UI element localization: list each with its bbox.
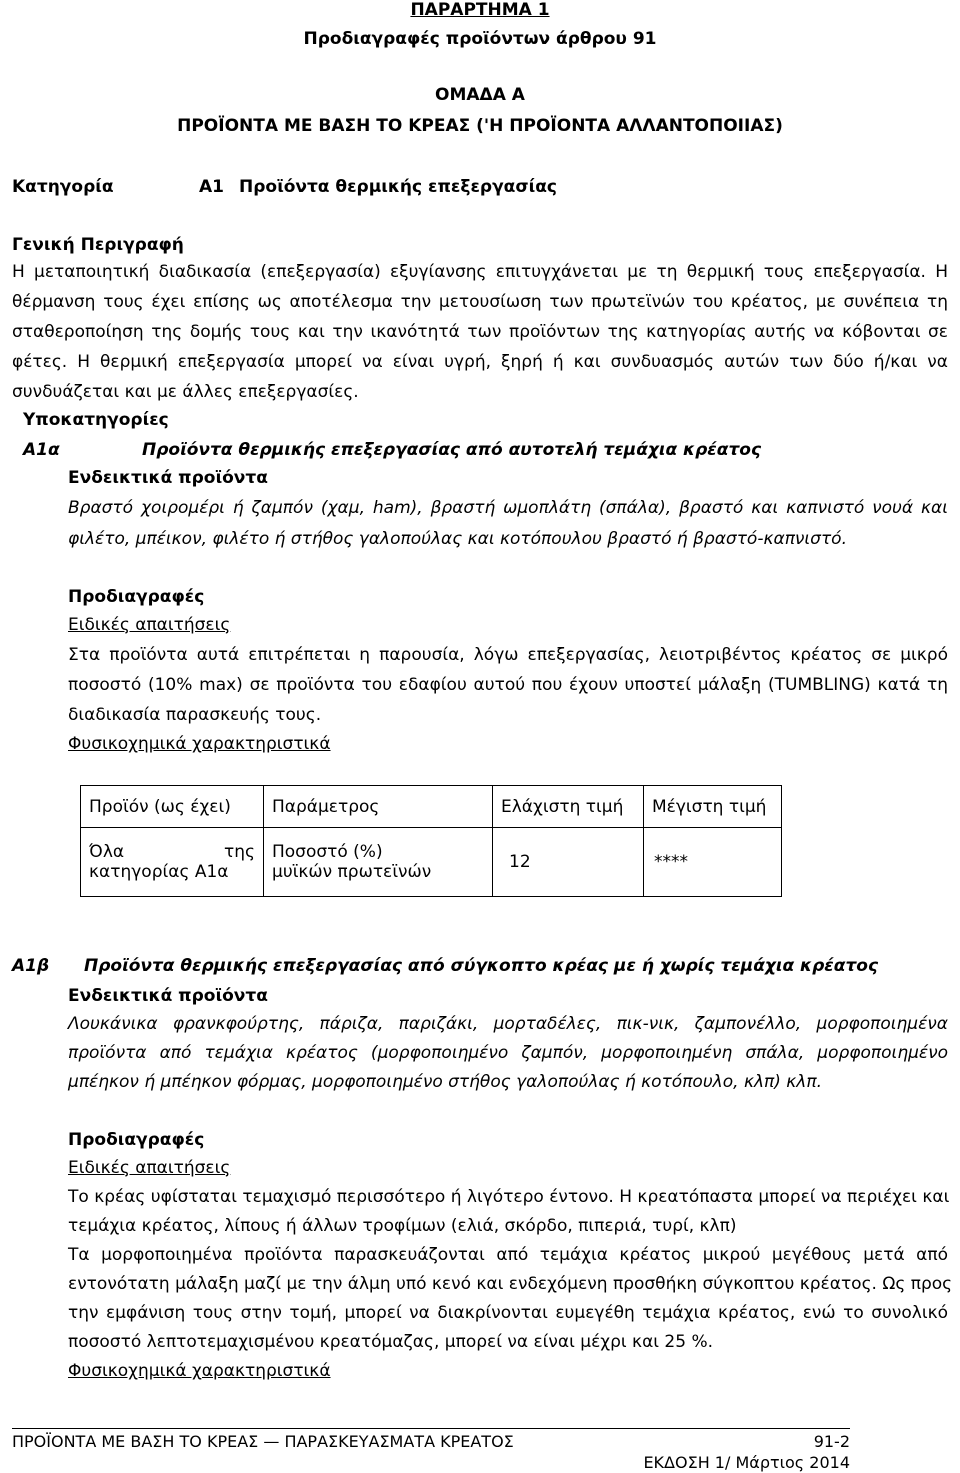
category-code: Α1 — [199, 177, 224, 197]
a1b-physchem-heading: Φυσικοχημικά χαρακτηριστικά — [68, 1361, 331, 1381]
table-cell-parameter — [264, 828, 493, 897]
general-line: θέρμανση τους έχει επίσης ως αποτέλεσμα την μετουσίωση των πρωτεϊνών του κρέατος, με συνέπεια τη — [12, 292, 948, 312]
a1a-indicative-heading: Ενδεικτικά προϊόντα — [68, 468, 268, 488]
annex-title: ΠΑΡΑΡΤΗΜΑ 1 — [410, 0, 550, 20]
general-line: φέτες. Η θερμική επεξεργασία μπορεί να είναι υγρή, ξηρή ή και συνδυασμός αυτών των δύο ή/και να — [12, 352, 948, 372]
general-line: σταθεροποίηση της δομής τους και την ικανότητά των προϊόντων της κατηγορίας αυτής να κόβονται σε — [12, 322, 948, 342]
a1b-indicative-line: Λουκάνικα φρανκφούρτης, πάριζα, παριζάκι, μορταδέλες, πικ-νικ, ζαμπονέλλο, μορφοποιημένα — [68, 1014, 948, 1034]
a1a-indicative-line: φιλέτο, μπέικον, φιλέτο ή στήθος γαλοπούλας και κοτόπουλου βραστό ή βραστό-καπνιστό. — [68, 529, 847, 549]
footer-rule — [12, 1428, 850, 1429]
a1b-indicative-line: μπέηκον ή μπέηκον φόρμας, μορφοποιημένο στήθος γαλοπούλας ή κοτόπουλο, κλπ) κλπ. — [68, 1072, 823, 1092]
a1b-code: Α1β — [12, 956, 50, 976]
table-header-cell: Μέγιστη τιμή — [644, 786, 782, 828]
a1a-code: Α1α — [23, 440, 60, 460]
a1b-indicative-heading: Ενδεικτικά προϊόντα — [68, 986, 268, 1006]
category-label: Κατηγορία — [12, 177, 114, 197]
a1b-special-heading: Ειδικές απαιτήσεις — [68, 1158, 231, 1178]
a1b-indicative-line: προϊόντα από τεμάχια κρέατος (μορφοποιημένο ζαμπόν, μορφοποιημένη σπάλα, μορφοποιημένο — [68, 1043, 948, 1063]
parameter-line: μυϊκών πρωτεϊνών — [272, 862, 432, 882]
annex-subtitle: Προδιαγραφές προϊόντων άρθρου 91 — [303, 29, 657, 49]
a1a-special-line: διαδικασία παρασκευής τους. — [68, 705, 322, 725]
table-cell-min: 12 — [493, 828, 644, 897]
general-line: Η μεταποιητική διαδικασία (επεξεργασία) εξυγίανσης επιτυγχάνεται με τη θερμική τους επεξεργασία. Η — [12, 262, 948, 282]
table-header-cell: Προϊόν (ως έχει) — [81, 786, 264, 828]
a1a-title: Προϊόντα θερμικής επεξεργασίας από αυτοτελή τεμάχια κρέατος — [142, 440, 762, 460]
a1a-special-heading: Ειδικές απαιτήσεις — [68, 615, 231, 635]
a1a-special-line: Στα προϊόντα αυτά επιτρέπεται η παρουσία, λόγω επεξεργασίας, λειοτριβέντος κρέατος σε μικρό — [68, 645, 948, 665]
physchem-table — [80, 785, 782, 897]
product-word: της — [224, 842, 255, 862]
table-cell-product — [81, 828, 264, 897]
a1b-specs-heading: Προδιαγραφές — [68, 1130, 205, 1150]
category-name: Προϊόντα θερμικής επεξεργασίας — [239, 177, 557, 197]
group-subtitle: ΠΡΟΪΟΝΤΑ ΜΕ ΒΑΣΗ ΤΟ ΚΡΕΑΣ ('Η ΠΡΟΪΟΝΤΑ ΑΛΛΑΝΤΟΠΟΙΙΑΣ) — [177, 116, 783, 136]
product-line: κατηγορίας Α1α — [89, 862, 229, 882]
a1b-para2-line: εντονότατη μάλαξη μαζί με την άλμη υπό κενό και ενδεχόμενη προσθήκη σύγκοπτου κρέατος. Ως προς — [68, 1274, 953, 1294]
a1b-para2-line: ποσοστό λεπτοτεμαχισμένου κρεατόμαζας, μπορεί να είναι μέχρι και 25 %. — [68, 1332, 714, 1352]
table-cell-max: **** — [644, 828, 782, 897]
product-word: Όλα — [89, 842, 125, 862]
a1b-special-line: τεμάχια κρέατος, λίπους ή άλλων τροφίμων (ελιά, σκόρδο, πιπεριά, τυρί, κλπ) — [68, 1216, 737, 1236]
a1b-title: Προϊόντα θερμικής επεξεργασίας από σύγκοπτο κρέας με ή χωρίς τεμάχια κρέατος — [84, 956, 879, 976]
general-line: συνδυάζεται και με άλλες επεξεργασίες. — [12, 382, 359, 402]
footer-edition: ΕΚΔΟΣΗ 1/ Μάρτιος 2014 — [643, 1453, 850, 1472]
a1a-indicative-line: Βραστό χοιρομέρι ή ζαμπόν (χαμ, ham), βραστή ωμοπλάτη (σπάλα), βραστό και καπνιστό νουά και — [68, 498, 948, 518]
general-heading: Γενική Περιγραφή — [12, 235, 184, 255]
a1a-special-line: ποσοστό (10% max) σε προϊόντα του εδαφίου αυτού που έχουν υποστεί μάλαξη (TUMBLING) κατά τη — [68, 675, 948, 695]
table-header-cell: Ελάχιστη τιμή — [493, 786, 644, 828]
a1b-special-line: Το κρέας υφίσταται τεμαχισμό περισσότερο ή λιγότερο έντονο. Η κρεατόπαστα μπορεί να περιέχει και — [68, 1187, 950, 1207]
subcategories-heading: Υποκατηγορίες — [23, 410, 169, 430]
footer-left: ΠΡΟΪΟΝΤΑ ΜΕ ΒΑΣΗ ΤΟ ΚΡΕΑΣ — ΠΑΡΑΣΚΕΥΑΣΜΑΤΑ ΚΡΕΑΤΟΣ — [12, 1432, 514, 1451]
group-title: ΟΜΑΔΑ Α — [435, 85, 525, 105]
a1a-specs-heading: Προδιαγραφές — [68, 587, 205, 607]
table-row — [81, 828, 782, 897]
footer-page: 91-2 — [813, 1432, 850, 1451]
a1a-physchem-heading: Φυσικοχημικά χαρακτηριστικά — [68, 734, 331, 754]
parameter-line: Ποσοστό (%) — [272, 842, 383, 862]
table-header-cell: Παράμετρος — [264, 786, 493, 828]
a1b-para2-line: την εμφάνιση τους στην τομή, μπορεί να διακρίνονται ευμεγέθη τεμάχια κρέατος, ενώ το συνολικό — [68, 1303, 948, 1323]
table-header-row — [81, 786, 782, 828]
a1b-para2-line: Τα μορφοποιημένα προϊόντα παρασκευάζονται από τεμάχια κρέατος μικρού μεγέθους μετά από — [68, 1245, 948, 1265]
